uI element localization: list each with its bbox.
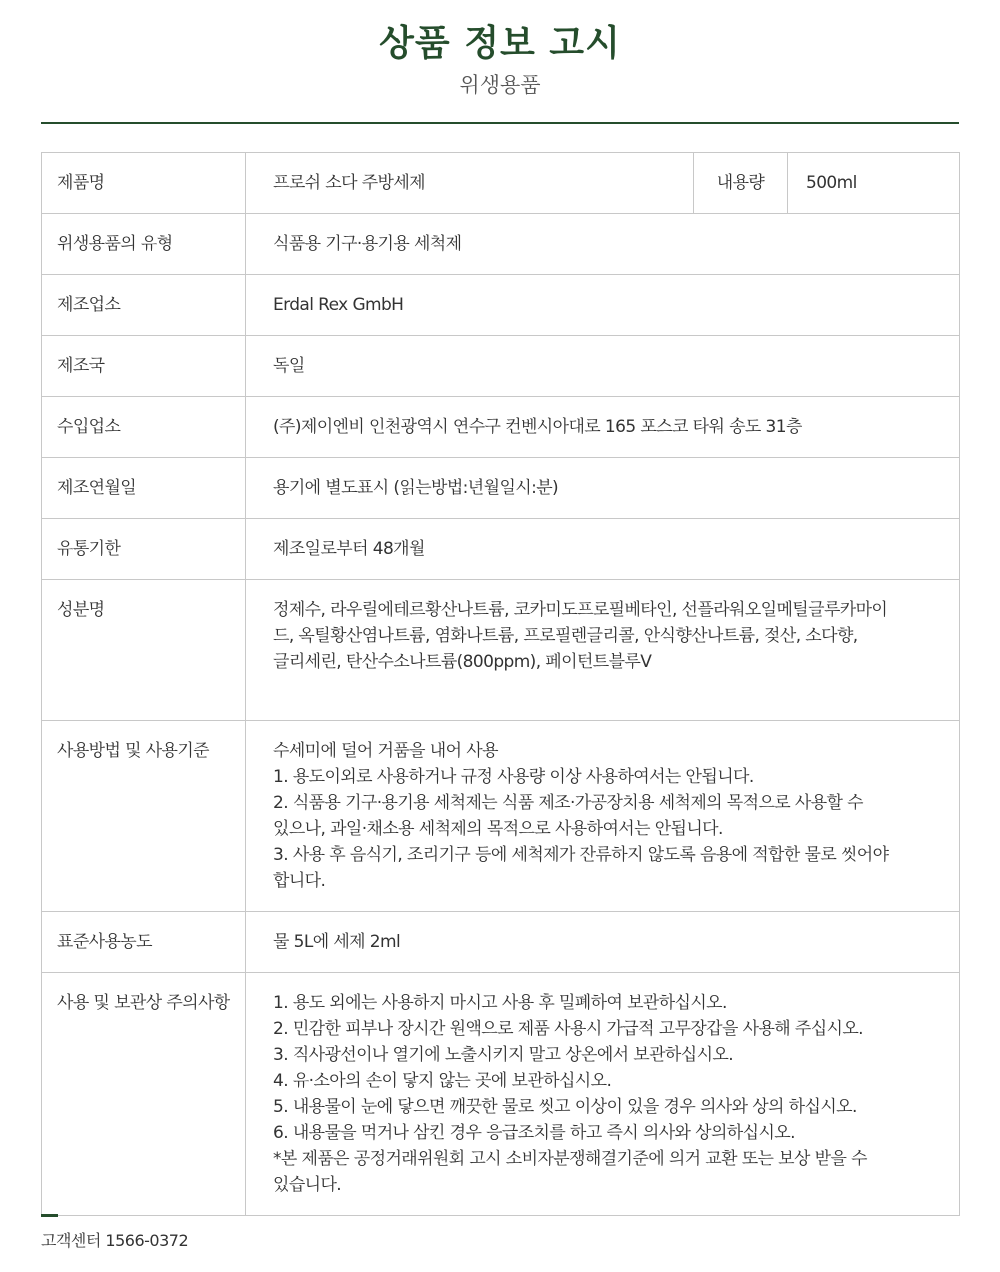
table-row-importer <box>42 397 960 458</box>
page-subtitle: 위생용품 <box>459 73 541 97</box>
ingredients-value <box>246 580 960 721</box>
concentration-label: 표준사용농도 <box>42 912 246 973</box>
table-row-manufacturer <box>42 275 960 336</box>
manufacturer-value: Erdal Rex GmbH <box>246 275 960 336</box>
title-divider <box>41 122 959 124</box>
usage-line: 3. 사용 후 음식기, 조리기구 등에 세척제가 잔류하지 않도록 음용에 적합한 물로 씻어야 <box>273 845 889 865</box>
importer-value: (주)제이엔비 인천광역시 연수구 컨벤시아대로 165 포스코 타워 송도 31층 <box>246 397 960 458</box>
concentration-value: 물 5L에 세제 2ml <box>246 912 960 973</box>
usage-label: 사용방법 및 사용기준 <box>42 721 246 912</box>
table-row-manufacture-date <box>42 458 960 519</box>
customer-center-info: 고객센터 1566-0372 <box>41 1231 189 1250</box>
caution-line: 5. 내용물이 눈에 닿으면 깨끗한 물로 씻고 이상이 있을 경우 의사와 상의 하십시오. <box>273 1097 857 1117</box>
expiry-value: 제조일로부터 48개월 <box>246 519 960 580</box>
product-name-label: 제품명 <box>42 153 246 214</box>
table-row-hygiene-type <box>42 214 960 275</box>
expiry-label: 유통기한 <box>42 519 246 580</box>
table-row-expiry <box>42 519 960 580</box>
table-row-product-name <box>42 153 960 214</box>
caution-label: 사용 및 보관상 주의사항 <box>42 973 246 1216</box>
ingredients-line: 드, 옥틸황산염나트륨, 염화나트륨, 프로필렌글리콜, 안식향산나트륨, 젖산, 소다향, <box>273 626 858 646</box>
usage-line: 수세미에 덜어 거품을 내어 사용 <box>273 741 498 761</box>
usage-line: 2. 식품용 기구·용기용 세척제는 식품 제조·가공장치용 세척제의 목적으로 사용할 수 <box>273 793 863 813</box>
ingredients-line: 정제수, 라우릴에테르황산나트륨, 코카미도프로필베타인, 선플라워오일메틸글루카마이 <box>273 600 888 620</box>
hygiene-type-value: 식품용 기구·용기용 세척제 <box>246 214 960 275</box>
caution-line: 2. 민감한 피부나 장시간 원액으로 제품 사용시 가급적 고무장갑을 사용해 주십시오. <box>273 1019 863 1039</box>
table-row-country <box>42 336 960 397</box>
page-title: 상품 정보 고시 <box>379 23 621 64</box>
caution-line: 4. 유·소아의 손이 닿지 않는 곳에 보관하십시오. <box>273 1071 612 1091</box>
caution-line: 3. 직사광선이나 열기에 노출시키지 말고 상온에서 보관하십시오. <box>273 1045 734 1065</box>
manufacture-date-value: 용기에 별도표시 (읽는방법:년월일시:분) <box>246 458 960 519</box>
country-label: 제조국 <box>42 336 246 397</box>
footer-accent-bar <box>41 1214 58 1217</box>
caution-line: 6. 내용물을 먹거나 삼킨 경우 응급조치를 하고 즉시 의사와 상의하십시오. <box>273 1123 795 1143</box>
caution-line: *본 제품은 공정거래위원회 고시 소비자분쟁해결기준에 의거 교환 또는 보상 받을 수 <box>273 1149 867 1169</box>
usage-value <box>246 721 960 912</box>
ingredients-label: 성분명 <box>42 580 246 721</box>
table-row-usage <box>42 721 960 912</box>
manufacturer-label: 제조업소 <box>42 275 246 336</box>
hygiene-type-label: 위생용품의 유형 <box>42 214 246 275</box>
product-name-value: 프로쉬 소다 주방세제 <box>246 153 694 214</box>
table-row-caution <box>42 973 960 1216</box>
volume-label: 내용량 <box>694 153 788 214</box>
importer-label: 수입업소 <box>42 397 246 458</box>
country-value: 독일 <box>246 336 960 397</box>
ingredients-line: 글리세린, 탄산수소나트륨(800ppm), 페이턴트블루V <box>273 652 652 672</box>
manufacture-date-label: 제조연월일 <box>42 458 246 519</box>
caution-line: 있습니다. <box>273 1175 342 1195</box>
product-info-table <box>41 152 960 1216</box>
caution-line: 1. 용도 외에는 사용하지 마시고 사용 후 밀폐하여 보관하십시오. <box>273 993 727 1013</box>
caution-value <box>246 973 960 1216</box>
usage-line: 1. 용도이외로 사용하거나 규정 사용량 이상 사용하여서는 안됩니다. <box>273 767 754 787</box>
usage-line: 있으나, 과일·채소용 세척제의 목적으로 사용하여서는 안됩니다. <box>273 819 723 839</box>
volume-value: 500ml <box>788 153 960 214</box>
usage-line: 합니다. <box>273 871 326 891</box>
table-row-ingredients <box>42 580 960 721</box>
table-row-concentration <box>42 912 960 973</box>
